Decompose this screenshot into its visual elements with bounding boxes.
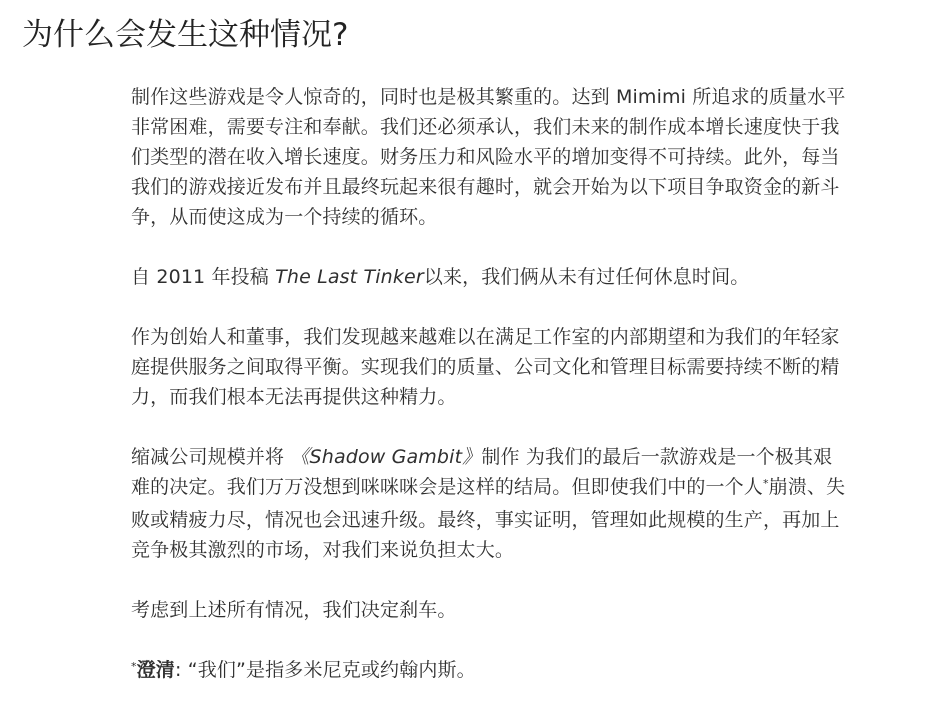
game-title-shadow-gambit: 《Shadow Gambit》 (290, 446, 482, 468)
footnote-separator: : (174, 659, 188, 681)
game-title-last-tinker: The Last Tinker (275, 266, 424, 288)
paragraph-4-text-middle: 制作 为我们的最后一款游戏是一个极其艰难的决定。我们万万没想到咪咪咪会是这样的结局。但即使我们中的一个人 (131, 446, 833, 498)
footnote-asterisk: * (131, 660, 137, 673)
paragraph-4-text-end: 崩溃、失败或精疲力尽，情况也会迅速升级。最终，事实证明，管理如此规模的生产，再加上竞争极其激烈的市场，对我们来说负担太大。 (131, 476, 846, 561)
paragraph-5: 考虑到上述所有情况，我们决定刹车。 (131, 599, 457, 621)
paragraph-2-text-end: 以来，我们俩从未有过任何休息时间。 (423, 266, 750, 288)
paragraph-2 (131, 262, 849, 292)
paragraph-3: 作为创始人和董事，我们发现越来越难以在满足工作室的内部期望和为我们的年轻家庭提供服务之间取得平衡。实现我们的质量、公司文化和管理目标需要持续不断的精力，而我们根本无法再提供这种精力。 (131, 326, 840, 408)
footnote-marker: * (762, 477, 769, 490)
paragraph-4-text-start: 缩减公司规模并将 (131, 446, 291, 468)
paragraph-1: 制作这些游戏是令人惊奇的，同时也是极其繁重的。达到 Mimimi 所追求的质量水平非常困难，需要专注和奉献。我们还必须承认，我们未来的制作成本增长速度快于我们类型的潜在收入增长速度。财务压力和风险水平的增加变得不可持续。此外，每当我们的游戏接近发布并且最终玩起来很有趣时，就会开始为以下项目争取资金的新斗争，从而使这成为一个持续的循环。 (131, 86, 846, 228)
footnote-label: 澄清 (136, 659, 175, 681)
article-body (131, 82, 849, 718)
footnote (131, 655, 849, 688)
paragraph-4 (131, 442, 849, 565)
page-title: 为什么会发生这种情况? (22, 17, 349, 53)
footnote-text: “我们”是指多米尼克或约翰内斯。 (187, 659, 476, 681)
paragraph-2-text-start: 自 2011 年投稿 (131, 266, 276, 288)
